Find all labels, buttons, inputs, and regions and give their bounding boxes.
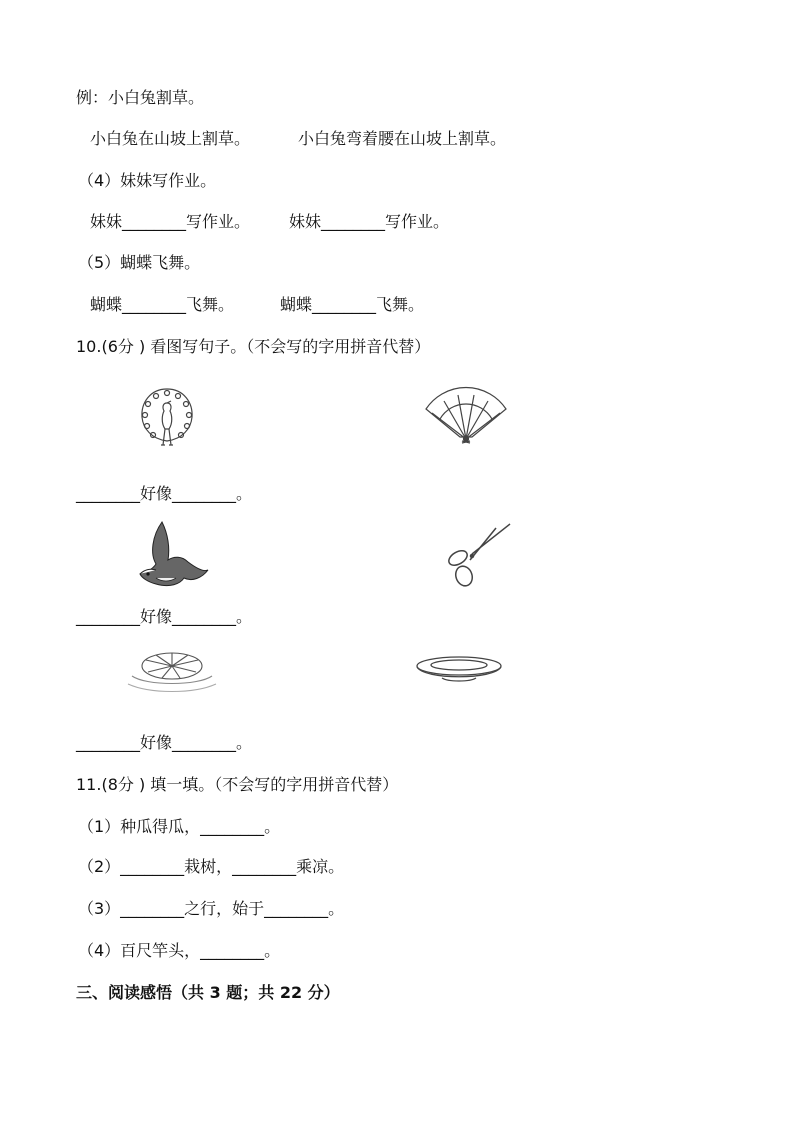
q11-item-1: （1）种瓜得瓜，________。 — [78, 817, 281, 836]
q10-sentence-3: ________好像________。 — [76, 733, 253, 752]
example-prompt: 例：小白兔割草。 — [76, 88, 205, 107]
q10-sentence-2: ________好像________。 — [76, 607, 253, 626]
q9-5-fill-a: 蝴蝶________飞舞。 — [90, 295, 235, 314]
q11-item-4: （4）百尺竿头，________。 — [78, 941, 281, 960]
example-answer-b: 小白兔弯着腰在山坡上割草。 — [298, 129, 507, 148]
peacock-icon — [138, 383, 196, 451]
example-answer-a: 小白兔在山坡上割草。 — [90, 129, 251, 148]
q9-4-fill-a: 妹妹________写作业。 — [90, 212, 251, 231]
q11-item-3: （3）________之行，始于________。 — [78, 899, 345, 918]
q9-4-fill-b: 妹妹________写作业。 — [289, 212, 450, 231]
lotus-leaf-icon — [126, 646, 218, 694]
plate-icon — [414, 652, 504, 688]
swallow-icon — [138, 520, 210, 588]
scissors-icon — [440, 520, 514, 588]
section-3-heading: 三、阅读感悟（共 3 题；共 22 分） — [76, 983, 340, 1002]
q9-5-fill-b: 蝴蝶________飞舞。 — [280, 295, 425, 314]
q10-title: 10.(6分 ) 看图写句子。（不会写的字用拼音代替） — [76, 337, 431, 356]
q11-title: 11.(8分 ) 填一填。（不会写的字用拼音代替） — [76, 775, 399, 794]
q10-sentence-1: ________好像________。 — [76, 484, 253, 503]
fan-icon — [422, 385, 510, 445]
q11-item-2: （2）________栽树，________乘凉。 — [78, 857, 345, 876]
q9-4-prompt: （4）妹妹写作业。 — [78, 171, 217, 190]
q9-5-prompt: （5）蝴蝶飞舞。 — [78, 253, 201, 272]
